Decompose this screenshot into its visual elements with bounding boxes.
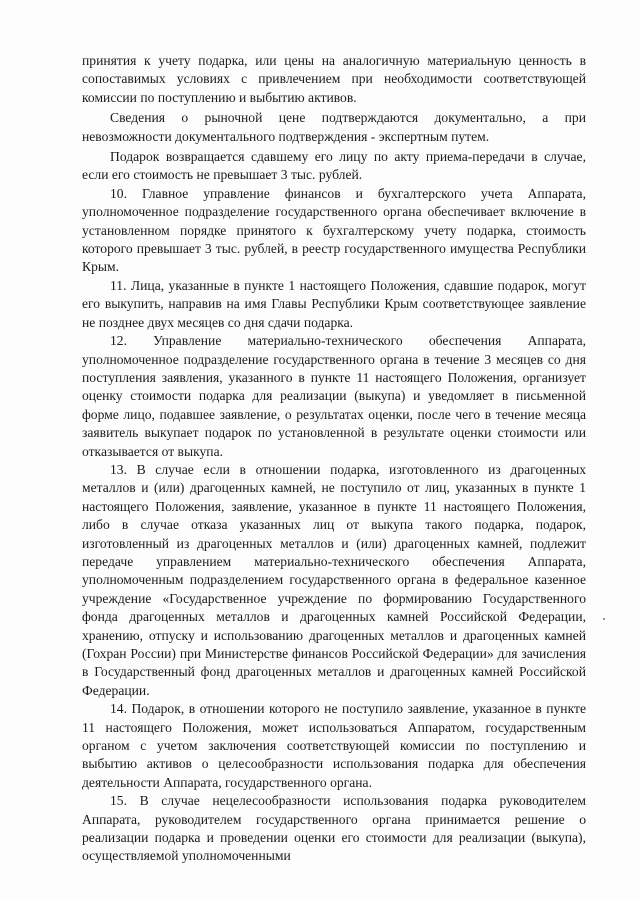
paragraph-market-price: Сведения о рыночной цене подтверждаются документально, а при невозможности документального подтверждения - экспертным путем. <box>82 110 586 144</box>
paragraph-11: 11. Лица, указанные в пункте 1 настоящего Положения, сдавшие подарок, могут его выкупить, направив на имя Главы Республики Крым соответствующее заявление не позднее двух месяцев со дня сдачи подарка. <box>82 277 586 330</box>
paragraph-13: 13. В случае если в отношении подарка, изготовленного из драгоценных металлов и (или) драгоценных камней, не поступило от лиц, указанных в пункте 1 настоящего Положения, заявление, указанное в пункте 11 настоящего Положения, либо в случае отказа указанных лиц от выкупа такого подарка, подарок, изготовленный из драгоценных металлов и (или) драгоценных камней, подлежит передаче управлением материально-технического обеспечения Аппарата, уполномоченным подразделением государственного органа в федеральное казенное учреждение «Государственное учреждение по формированию Государственного фонда драгоценных металлов и драгоценных камней Российской Федерации, хранению, отпуску и использованию драгоценных металлов и драгоценных камней (Гохран России) при Министерстве финансов Российской Федерации» для зачисления в Государственный фонд драгоценных металлов и драгоценных камней Российской Федерации. <box>82 461 586 698</box>
paragraph-14: 14. Подарок, в отношении которого не поступило заявление, указанное в пункте 11 настоящего Положения, может использоваться Аппаратом, государственным органом с учетом заключения соответствующей комиссии по поступлению и выбытию активов о целесообразности использования подарка для обеспечения деятельности Аппарата, государственного органа. <box>82 701 586 790</box>
paragraph-15: 15. В случае нецелесообразности использования подарка руководителем Аппарата, руководителем государственного органа принимается решение о реализации подарка и проведении оценки его стоимости для реализации (выкупа), осуществляемой уполномоченными <box>82 793 586 864</box>
paragraph-gift-return: Подарок возвращается сдавшему его лицу по акту приема-передачи в случае, если его стоимость не превышает 3 тыс. рублей. <box>82 149 586 183</box>
document-body <box>82 52 586 866</box>
scan-speck <box>603 618 605 620</box>
paragraph-10: 10. Главное управление финансов и бухгалтерского учета Аппарата, уполномоченное подразделение государственного органа обеспечивает включение в установленном порядке принятого к бухгалтерскому учету подарка, стоимость которого превышает 3 тыс. рублей, в реестр государственного имущества Республики Крым. <box>82 185 586 275</box>
paragraph-continuation: принятия к учету подарка, или цены на аналогичную материальную ценность в сопоставимых условиях с привлечением при необходимости соответствующей комиссии по поступлению и выбытию активов. <box>82 53 586 105</box>
paragraph-12: 12. Управление материально-технического обеспечения Аппарата, уполномоченное подразделение государственного органа в течение 3 месяцев со дня поступления заявления, указанного в пункте 11 настоящего Положения, организует оценку стоимости подарка для реализации (выкупа) и уведомляет в письменной форме лицо, подавшее заявление, о результатах оценки, после чего в течение месяца заявитель выкупает подарок по установленной в результате оценки стоимости или отказывается от выкупа. <box>82 333 586 459</box>
